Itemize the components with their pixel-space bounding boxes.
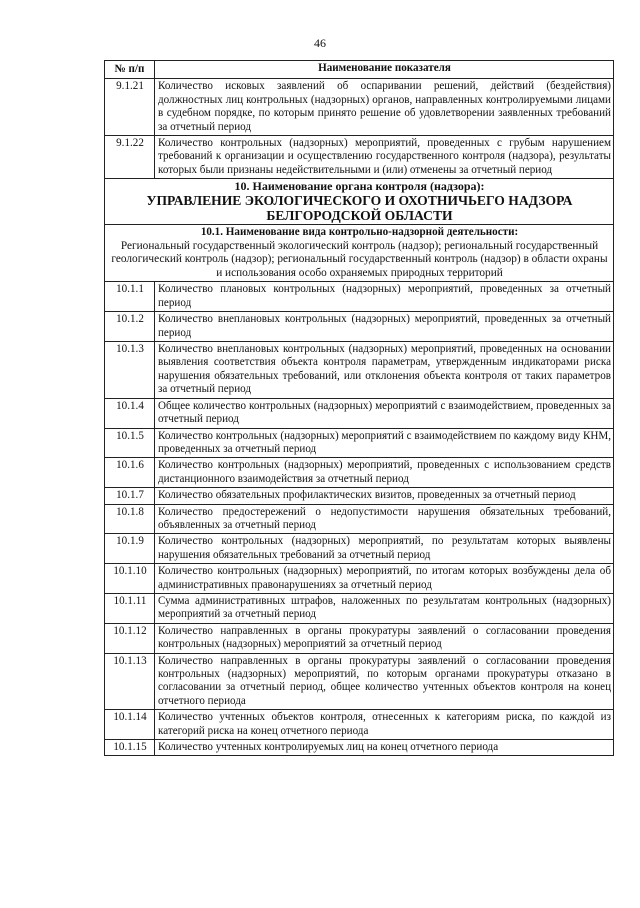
row-num: 10.1.10 — [105, 564, 155, 594]
subsection-cell — [105, 225, 614, 282]
table-row — [105, 136, 614, 179]
row-num: 10.1.5 — [105, 428, 155, 458]
table-row — [105, 398, 614, 428]
row-text: Количество учтенных контролируемых лиц на конец отчетного периода — [155, 740, 614, 756]
header-num: № п/п — [105, 61, 155, 79]
row-num: 10.1.2 — [105, 312, 155, 342]
table-row — [105, 342, 614, 399]
row-num: 10.1.6 — [105, 458, 155, 488]
row-text: Количество направленных в органы прокуратуры заявлений о согласовании проведения контрольных (надзорных) мероприятий за отчетный период — [155, 623, 614, 653]
table-row — [105, 593, 614, 623]
row-num: 10.1.9 — [105, 534, 155, 564]
row-text: Общее количество контрольных (надзорных) мероприятий с взаимодействием, проведенных за отчетный период — [155, 398, 614, 428]
table-row — [105, 534, 614, 564]
subsection-title: 10.1. Наименование вида контрольно-надзорной деятельности: — [200, 226, 519, 239]
header-name: Наименование показателя — [155, 61, 614, 79]
section-row — [105, 179, 614, 225]
table-row — [105, 282, 614, 312]
row-text: Количество направленных в органы прокуратуры заявлений о согласовании проведения контрольных (надзорных) мероприятий, по которым органами прокуратуры отказано в согласовании за отчетный период, общее количество учтенных объектов контроля на конец отчетного периода — [155, 653, 614, 710]
page-number: 46 — [314, 36, 326, 50]
table-row — [105, 504, 614, 534]
row-num: 10.1.14 — [105, 710, 155, 740]
section-cell — [105, 179, 614, 225]
row-text: Сумма административных штрафов, наложенных по результатам контрольных (надзорных) мероприятий за отчетный период — [155, 593, 614, 623]
table-row — [105, 428, 614, 458]
row-text: Количество внеплановых контрольных (надзорных) мероприятий, проведенных за отчетный период — [155, 312, 614, 342]
row-num: 9.1.22 — [105, 136, 155, 179]
row-text: Количество контрольных (надзорных) мероприятий, по итогам которых возбуждены дела об административных правонарушениях за отчетный период — [155, 564, 614, 594]
subsection-row — [105, 225, 614, 282]
table-row — [105, 488, 614, 504]
row-num: 10.1.15 — [105, 740, 155, 756]
row-num: 10.1.3 — [105, 342, 155, 399]
row-text: Количество обязательных профилактических визитов, проведенных за отчетный период — [155, 488, 614, 504]
row-text: Количество контрольных (надзорных) мероприятий, по результатам которых выявлены нарушения обязательных требований за отчетный период — [155, 534, 614, 564]
indicators-table-body — [105, 61, 614, 756]
table-row — [105, 458, 614, 488]
row-num: 9.1.21 — [105, 79, 155, 136]
row-num: 10.1.11 — [105, 593, 155, 623]
table-row — [105, 710, 614, 740]
table-row — [105, 653, 614, 710]
row-text: Количество контрольных (надзорных) мероприятий, проведенных с использованием средств дистанционного взаимодействия за отчетный период — [155, 458, 614, 488]
row-text: Количество плановых контрольных (надзорных) мероприятий, проведенных за отчетный период — [155, 282, 614, 312]
organization-name: УПРАВЛЕНИЕ ЭКОЛОГИЧЕСКОГО И ОХОТНИЧЬЕГО НАДЗОРА БЕЛГОРОДСКОЙ ОБЛАСТИ — [146, 193, 573, 224]
row-text: Количество предостережений о недопустимости нарушения обязательных требований, объявленных за отчетный период — [155, 504, 614, 534]
table-row — [105, 564, 614, 594]
row-num: 10.1.12 — [105, 623, 155, 653]
subsection-body: Региональный государственный экологический контроль (надзор); региональный государственный геологический контроль (надзор); региональный государственный контроль (надзор) в области охраны и использования особо охраняемых природных территорий — [111, 239, 608, 279]
row-num: 10.1.13 — [105, 653, 155, 710]
table-row — [105, 623, 614, 653]
table-row — [105, 312, 614, 342]
row-text: Количество учтенных объектов контроля, отнесенных к категориям риска, по каждой из категорий риска на конец отчетного периода — [155, 710, 614, 740]
table-row — [105, 740, 614, 756]
row-text: Количество внеплановых контрольных (надзорных) мероприятий, проведенных на основании выявления соответствия объекта контроля параметрам, утвержденным индикаторами риска нарушения обязательных требований, или отклонения объекта контроля от таких параметров за отчетный период — [155, 342, 614, 399]
row-num: 10.1.7 — [105, 488, 155, 504]
row-text: Количество исковых заявлений об оспаривании решений, действий (бездействия) должностных лиц контрольных (надзорных) органов, направленных контролируемыми лицами в судебном порядке, по которым принято решение об удовлетворении заявленных требований за отчетный период — [155, 79, 614, 136]
row-num: 10.1.8 — [105, 504, 155, 534]
table-header-row — [105, 61, 614, 79]
row-num: 10.1.1 — [105, 282, 155, 312]
row-text: Количество контрольных (надзорных) мероприятий с взаимодействием по каждому виду КНМ, проведенных за отчетный период — [155, 428, 614, 458]
indicators-table — [104, 60, 614, 756]
section-title: 10. Наименование органа контроля (надзора): — [234, 179, 485, 194]
row-num: 10.1.4 — [105, 398, 155, 428]
table-row — [105, 79, 614, 136]
row-text: Количество контрольных (надзорных) мероприятий, проведенных с грубым нарушением требований к организации и осуществлению государственного контроля (надзора), результаты которых были признаны недействительными и (или) отменены за отчетный период — [155, 136, 614, 179]
